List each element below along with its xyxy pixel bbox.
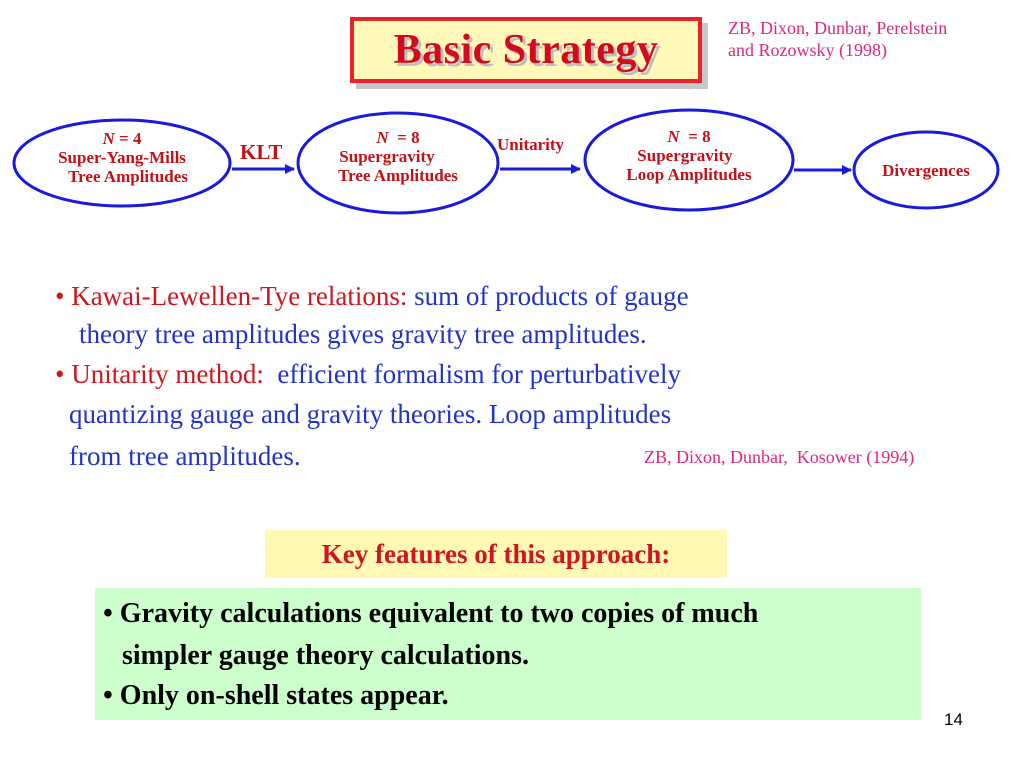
key-features-heading: Key features of this approach: <box>321 538 671 569</box>
key-feature-item-1: • Gravity calculations equivalent to two copies of much <box>103 598 759 629</box>
citation-bottom: ZB, Dixon, Dunbar, Kosower (1994) <box>644 447 915 467</box>
bullet-klt-cont: theory tree amplitudes gives gravity tree amplitudes. <box>79 319 647 349</box>
key-feature-item-1-cont: simpler gauge theory calculations. <box>122 640 530 671</box>
node2-n-value: = 8 <box>388 128 420 147</box>
node4-label: Divergences <box>882 161 970 180</box>
bullet-unitarity-cont1: quantizing gauge and gravity theories. Loop amplitudes <box>69 399 672 429</box>
node2-line3: Tree Amplitudes <box>338 166 458 185</box>
key-features-heading-box <box>265 530 727 578</box>
node3-line2: Supergravity <box>637 146 733 165</box>
page-number: 14 <box>944 710 963 729</box>
bullet-unitarity-term: • Unitarity method: <box>55 359 264 389</box>
bullet-unitarity <box>55 354 681 394</box>
node-n4-sym <box>22 129 222 186</box>
slide-title: Basic Strategy <box>393 27 659 73</box>
node1-line2: Super-Yang-Mills <box>58 148 186 167</box>
edge-label-unitarity: Unitarity <box>497 135 565 154</box>
node3-line3: Loop Amplitudes <box>626 165 752 184</box>
node2-line2: Supergravity <box>339 147 435 166</box>
bullet-unitarity-cont2: from tree amplitudes. <box>69 441 301 471</box>
bullet-klt-term: • Kawai-Lewellen-Tye relations: <box>55 281 408 311</box>
node-n8-loop <box>589 127 789 184</box>
node3-n-value: = 8 <box>679 127 711 146</box>
bullet-klt <box>55 276 689 316</box>
node-n8-tree <box>298 128 498 185</box>
flow-diagram <box>0 0 1024 230</box>
node1-line3: Tree Amplitudes <box>68 167 188 186</box>
node2-n-symbol: N <box>376 128 389 147</box>
node1-n-symbol: N <box>102 129 115 148</box>
bullet-unitarity-desc: efficient formalism for perturbatively <box>263 359 682 389</box>
citation-top-line1: ZB, Dixon, Dunbar, Perelstein <box>728 18 948 38</box>
key-features-box <box>95 588 921 720</box>
citation-top-line2: and Rozowsky (1998) <box>728 40 887 60</box>
edge-label-klt: KLT <box>240 140 283 164</box>
node3-n-symbol: N <box>667 127 680 146</box>
node1-n-value: = 4 <box>114 129 142 148</box>
key-feature-item-2: • Only on-shell states appear. <box>103 680 449 711</box>
bullet-klt-desc: sum of products of gauge <box>407 281 689 311</box>
node-divergences <box>856 161 996 180</box>
